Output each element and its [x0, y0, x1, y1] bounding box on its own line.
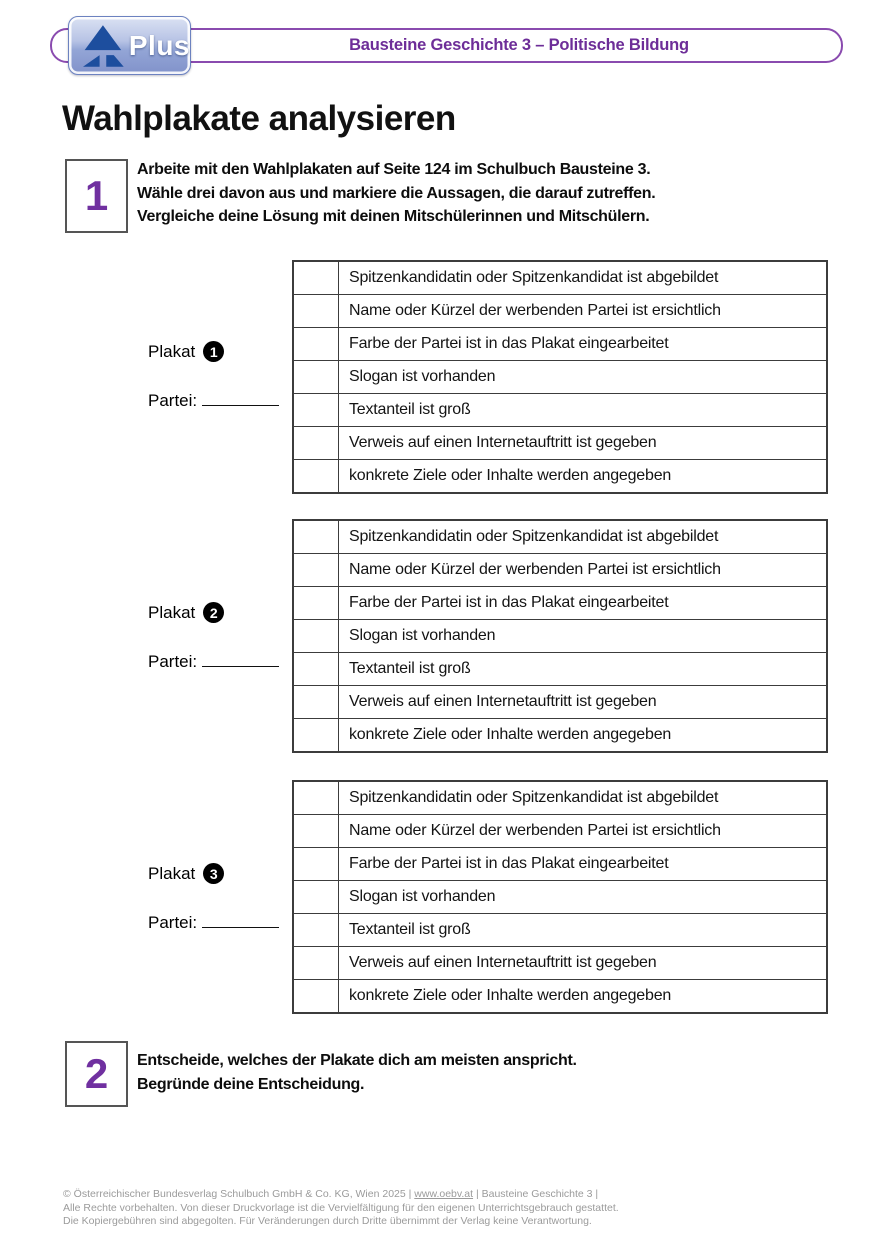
- checklist-item-label: Slogan ist vorhanden: [349, 368, 496, 385]
- table-row: [294, 685, 826, 718]
- task1-line: Wähle drei davon aus und markiere die Aussagen, die darauf zutreffen.: [137, 184, 656, 202]
- table-row: [294, 880, 826, 913]
- checklist-item-label: Textanteil ist groß: [349, 921, 471, 938]
- table-row: [294, 847, 826, 880]
- poster1-number-badge: 1: [203, 341, 224, 362]
- checkbox-cell[interactable]: [294, 587, 339, 619]
- checklist-item-label: Name oder Kürzel der werbenden Partei ist ersichtlich: [349, 822, 721, 839]
- page-title: Wahlplakate analysieren: [62, 99, 456, 138]
- footer-line2: Alle Rechte vorbehalten. Von dieser Druckvorlage ist die Vervielfältigung für den eigenen Unterrichtsgebrauch gestattet.: [63, 1201, 619, 1214]
- party-answer-line[interactable]: [202, 392, 279, 406]
- poster-label-text: Plakat: [148, 863, 196, 883]
- checklist-item-label: Spitzenkandidatin oder Spitzenkandidat ist abgebildet: [349, 528, 719, 545]
- table-row: [294, 946, 826, 979]
- checklist-item-label: Spitzenkandidatin oder Spitzenkandidat ist abgebildet: [349, 269, 719, 286]
- table-row: [294, 782, 826, 814]
- checkbox-cell[interactable]: [294, 980, 339, 1012]
- checklist-item-label: Slogan ist vorhanden: [349, 627, 496, 644]
- table-row: [294, 426, 826, 459]
- footer-copyright: [63, 1188, 843, 1229]
- checklist-item-label: Farbe der Partei ist in das Plakat eingearbeitet: [349, 335, 669, 352]
- table-row: [294, 327, 826, 360]
- checklist-item-label: Textanteil ist groß: [349, 401, 471, 418]
- table-row: [294, 262, 826, 294]
- checklist-item-label: Verweis auf einen Internetauftritt ist gegeben: [349, 434, 657, 451]
- table-row: [294, 459, 826, 492]
- poster3-label: [148, 863, 224, 884]
- checklist-item-label: Farbe der Partei ist in das Plakat eingearbeitet: [349, 594, 669, 611]
- party-label: Partei:: [148, 652, 198, 671]
- checkbox-cell[interactable]: [294, 262, 339, 294]
- checkbox-cell[interactable]: [294, 686, 339, 718]
- table-row: [294, 619, 826, 652]
- checklist-item-label: Verweis auf einen Internetauftritt ist gegeben: [349, 954, 657, 971]
- checkbox-cell[interactable]: [294, 848, 339, 880]
- task1-number-box: [65, 159, 128, 233]
- poster1-checklist-table: [292, 260, 828, 494]
- party-answer-line[interactable]: [202, 914, 279, 928]
- checkbox-cell[interactable]: [294, 815, 339, 847]
- poster1-party: [148, 391, 279, 411]
- checkbox-cell[interactable]: [294, 719, 339, 751]
- checklist-item-label: Name oder Kürzel der werbenden Partei ist ersichtlich: [349, 302, 721, 319]
- table-row: [294, 979, 826, 1012]
- party-label: Partei:: [148, 913, 198, 932]
- table-row: [294, 814, 826, 847]
- task2-instructions: [137, 1049, 577, 1096]
- checkbox-cell[interactable]: [294, 947, 339, 979]
- task1-instructions: [137, 158, 655, 229]
- footer-text: | Bausteine Geschichte 3 |: [473, 1188, 599, 1200]
- checkbox-cell[interactable]: [294, 394, 339, 426]
- table-row: [294, 586, 826, 619]
- poster2-number-badge: 2: [203, 602, 224, 623]
- task2-number: 2: [84, 1050, 109, 1097]
- checkbox-cell[interactable]: [294, 521, 339, 553]
- footer-line1: [63, 1188, 843, 1202]
- oebv-link[interactable]: www.oebv.at: [414, 1188, 474, 1200]
- table-row: [294, 294, 826, 327]
- checkbox-cell[interactable]: [294, 361, 339, 393]
- checkbox-cell[interactable]: [294, 881, 339, 913]
- table-row: [294, 521, 826, 553]
- checkbox-cell[interactable]: [294, 653, 339, 685]
- table-row: [294, 393, 826, 426]
- checkbox-cell[interactable]: [294, 295, 339, 327]
- party-label: Partei:: [148, 391, 198, 410]
- checkbox-cell[interactable]: [294, 460, 339, 492]
- checklist-item-label: konkrete Ziele oder Inhalte werden angegeben: [349, 726, 672, 743]
- checklist-item-label: Name oder Kürzel der werbenden Partei ist ersichtlich: [349, 561, 721, 578]
- poster2-party: [148, 652, 279, 672]
- task2-number-box: [65, 1041, 128, 1107]
- party-answer-line[interactable]: [202, 653, 279, 667]
- table-row: [294, 553, 826, 586]
- oebv-triangle-logo-icon: [78, 21, 128, 71]
- poster2-checklist-table: [292, 519, 828, 753]
- poster-label-text: Plakat: [148, 341, 196, 361]
- footer-line3: Die Kopiergebühren sind abgegolten. Für Veränderungen durch Dritte übernimmt der Verlag keine Verantwortung.: [63, 1215, 592, 1227]
- banner-title: Bausteine Geschichte 3 – Politische Bildung: [349, 36, 689, 54]
- poster2-label: [148, 602, 224, 623]
- table-row: [294, 360, 826, 393]
- checklist-item-label: konkrete Ziele oder Inhalte werden angegeben: [349, 467, 672, 484]
- checkbox-cell[interactable]: [294, 554, 339, 586]
- poster3-party: [148, 913, 279, 933]
- checklist-item-label: Verweis auf einen Internetauftritt ist gegeben: [349, 693, 657, 710]
- task2-line: Entscheide, welches der Plakate dich am meisten anspricht.: [137, 1052, 577, 1069]
- checkbox-cell[interactable]: [294, 427, 339, 459]
- checklist-item-label: Spitzenkandidatin oder Spitzenkandidat ist abgebildet: [349, 789, 719, 806]
- table-row: [294, 913, 826, 946]
- checkbox-cell[interactable]: [294, 914, 339, 946]
- footer-text: © Österreichischer Bundesverlag Schulbuch GmbH & Co. KG, Wien 2025 |: [63, 1188, 415, 1200]
- poster1-label: [148, 341, 224, 362]
- task1-number: 1: [84, 172, 109, 219]
- poster3-number-badge: 3: [203, 863, 224, 884]
- checkbox-cell[interactable]: [294, 328, 339, 360]
- task1-line: Arbeite mit den Wahlplakaten auf Seite 124 im Schulbuch Bausteine 3.: [137, 161, 651, 178]
- checkbox-cell[interactable]: [294, 620, 339, 652]
- table-row: [294, 652, 826, 685]
- checklist-item-label: Slogan ist vorhanden: [349, 888, 496, 905]
- task1-line: Vergleiche deine Lösung mit deinen Mitschülerinnen und Mitschülern.: [137, 208, 650, 225]
- poster-label-text: Plakat: [148, 602, 196, 622]
- checkbox-cell[interactable]: [294, 782, 339, 814]
- checklist-item-label: Textanteil ist groß: [349, 660, 471, 677]
- logo-plus-label: Plus: [128, 29, 190, 61]
- oebv-plus-logo: [68, 16, 191, 75]
- poster3-checklist-table: [292, 780, 828, 1014]
- checklist-item-label: konkrete Ziele oder Inhalte werden angegeben: [349, 987, 672, 1004]
- task2-line: Begründe deine Entscheidung.: [137, 1075, 365, 1093]
- table-row: [294, 718, 826, 751]
- checklist-item-label: Farbe der Partei ist in das Plakat eingearbeitet: [349, 855, 669, 872]
